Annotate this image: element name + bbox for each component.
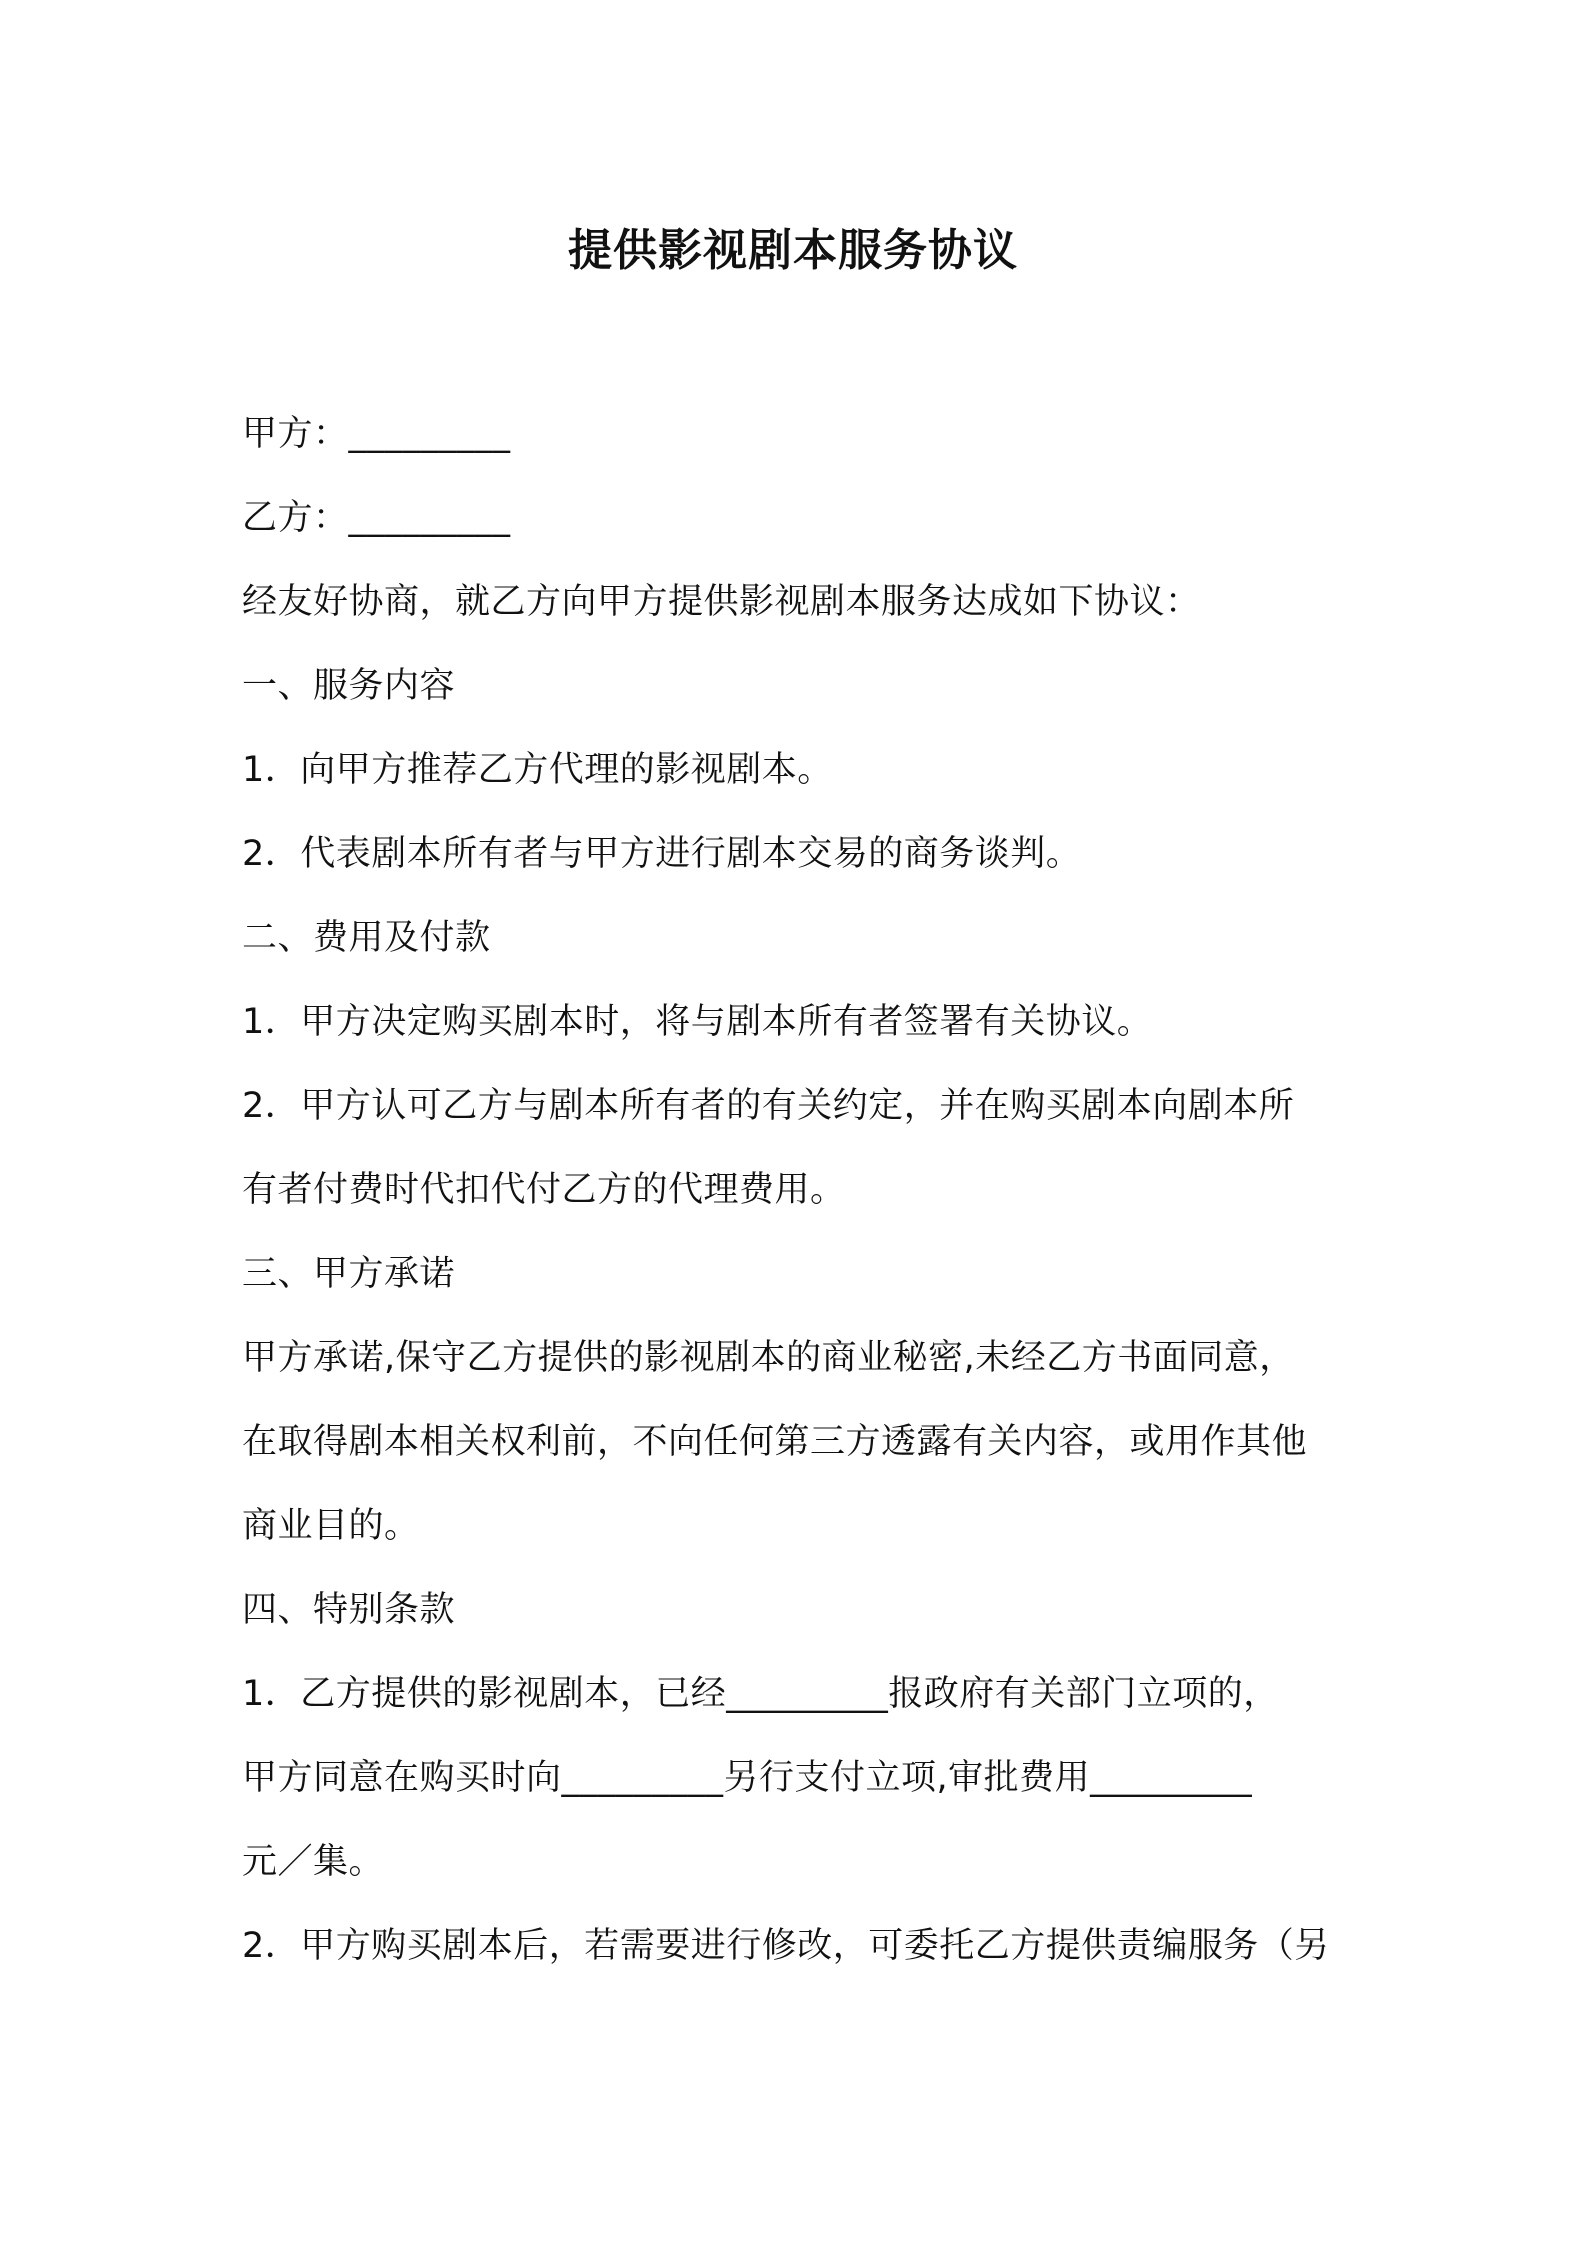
section-heading-4: 四、特别条款 — [242, 1590, 456, 1630]
clause-line: 2．代表剧本所有者与甲方进行剧本交易的商务谈判。 — [242, 834, 1082, 874]
clause-line: 元／集。 — [242, 1842, 385, 1882]
document-title: 提供影视剧本服务协议 — [568, 225, 1018, 276]
party-a-line: 甲方：_________ — [242, 414, 511, 454]
clause-line: 甲方同意在购买时向_________另行支付立项,审批费用_________ — [242, 1758, 1253, 1798]
section-heading-3: 三、甲方承诺 — [242, 1254, 456, 1294]
clause-line: 商业目的。 — [242, 1506, 420, 1546]
clause-line: 甲方承诺,保守乙方提供的影视剧本的商业秘密,未经乙方书面同意， — [242, 1338, 1295, 1378]
clause-line: 2．甲方认可乙方与剧本所有者的有关约定，并在购买剧本向剧本所 — [242, 1086, 1295, 1126]
party-b-line: 乙方：_________ — [242, 498, 511, 538]
clause-line: 有者付费时代扣代付乙方的代理费用。 — [242, 1170, 846, 1210]
section-heading-2: 二、费用及付款 — [242, 918, 491, 958]
clause-line: 1．甲方决定购买剧本时，将与剧本所有者签署有关协议。 — [242, 1002, 1153, 1042]
clause-line: 在取得剧本相关权利前，不向任何第三方透露有关内容，或用作其他 — [242, 1422, 1308, 1462]
clause-line: 1．向甲方推荐乙方代理的影视剧本。 — [242, 750, 833, 790]
section-heading-1: 一、服务内容 — [242, 666, 456, 706]
clause-line: 1．乙方提供的影视剧本，已经_________报政府有关部门立项的， — [242, 1674, 1279, 1714]
clause-line: 2．甲方购买剧本后，若需要进行修改，可委托乙方提供责编服务（另 — [242, 1926, 1330, 1966]
preamble-line: 经友好协商，就乙方向甲方提供影视剧本服务达成如下协议： — [242, 582, 1201, 622]
